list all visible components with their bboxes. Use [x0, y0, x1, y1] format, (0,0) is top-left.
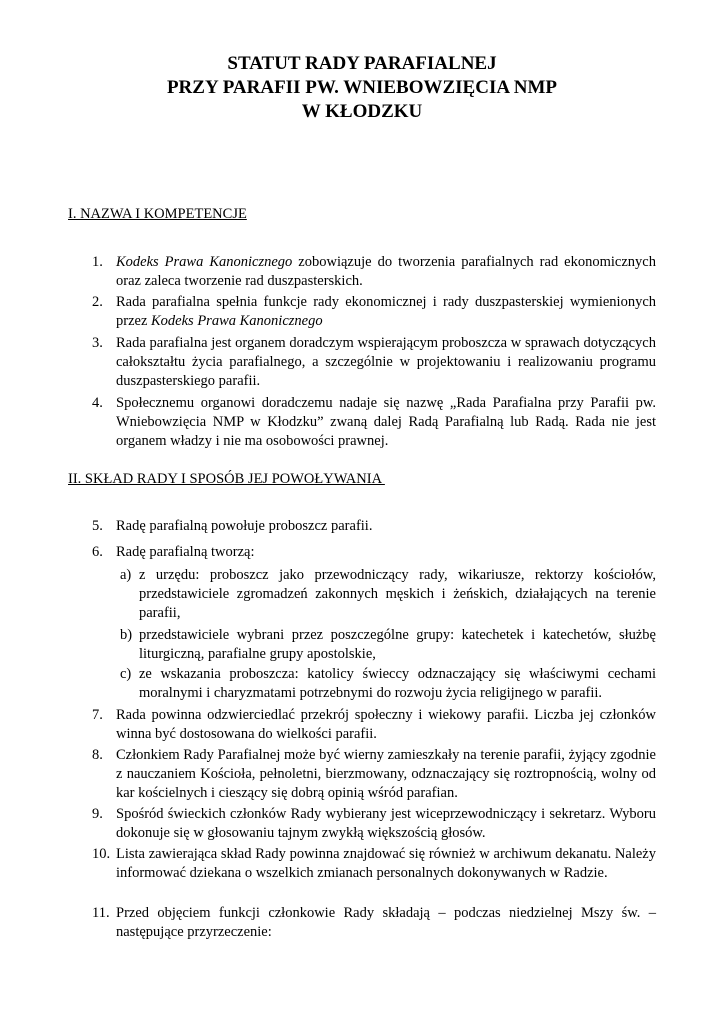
sub-item-a	[120, 566, 656, 623]
item-text-italic: Kodeks Prawa Kanonicznego	[151, 313, 323, 329]
item-number: 8.	[92, 747, 103, 763]
list-item-5	[92, 517, 656, 536]
item-text-body: zobowiązuje do tworzenia parafialnych rad ekonomicznych oraz zaleca tworzenie rad duszpasterskich.	[116, 254, 656, 289]
sub-item-text: ze wskazania proboszcza: katolicy świeccy odznaczający się właściwymi cechami moralnymi i charyzmatami potrzebnymi do rozwoju życia religijnego w parafii.	[139, 666, 656, 701]
sub-item-label: a)	[120, 567, 132, 583]
sub-item-c	[120, 665, 656, 703]
item-text-body: Rada parafialna spełnia funkcje rady ekonomicznej i rady duszpasterskiej wymienionych przez	[116, 294, 656, 329]
item-text: Radę parafialną tworzą:	[116, 544, 255, 560]
item-number: 2.	[92, 294, 103, 310]
item-text-italic: Kodeks Prawa Kanonicznego	[116, 254, 293, 270]
item-number: 10.	[92, 846, 111, 862]
sub-item-b	[120, 626, 656, 664]
item-number: 7.	[92, 707, 103, 723]
item-text: Lista zawierająca skład Rady powinna znajdować się również w archiwum dekanatu. Należy informować dziekana o wszelkich zmianach personalnych dokonywanych w Radzie.	[116, 846, 656, 881]
section-heading-2: II. SKŁAD RADY I SPOSÓB JEJ POWOŁYWANIA	[68, 471, 385, 487]
list-item-7	[92, 706, 656, 744]
sub-item-label: c)	[120, 666, 132, 682]
item-text	[116, 293, 656, 331]
item-text: Rada powinna odzwierciedlać przekrój społeczny i wiekowy parafii. Liczba jej członków winna być dostosowana do wielkości parafii.	[116, 707, 656, 742]
item-number: 9.	[92, 806, 103, 822]
item-number: 3.	[92, 335, 103, 351]
title-line-1: STATUT RADY PARAFIALNEJ	[227, 53, 497, 74]
item-text: Spośród świeckich członków Rady wybierany jest wiceprzewodniczący i sekretarz. Wyboru dokonuje się w głosowaniu tajnym zwykłą większością głosów.	[116, 806, 656, 841]
sub-item-text: z urzędu: proboszcz jako przewodniczący rady, wikariusze, rektorzy kościołów, przedstawiciele zgromadzeń zakonnych męskich i żeńskich, działających na terenie parafii,	[139, 567, 656, 621]
item-text: Rada parafialna jest organem doradczym wspierającym proboszcza w sprawach dotyczących całokształtu życia parafialnego, a szczególnie w projektowaniu i realizowaniu programu duszpasterskiego parafii.	[116, 335, 656, 389]
list-item-6	[92, 543, 656, 562]
section-heading-1: I. NAZWA I KOMPETENCJE	[68, 206, 247, 222]
item-text: Członkiem Rady Parafialnej może być wierny zamieszkały na terenie parafii, żyjący zgodnie z nauczaniem Kościoła, pełnoletni, bierzmowany, odznaczający się roztropnością, wolny od kar kościelnych i cieszący się dobrą opinią wśród parafian.	[116, 747, 656, 801]
list-item-11	[92, 904, 656, 942]
item-number: 6.	[92, 544, 103, 560]
item-number: 5.	[92, 518, 103, 534]
item-text: Radę parafialną powołuje proboszcz parafii.	[116, 518, 373, 534]
title-line-2: PRZY PARAFII PW. WNIEBOWZIĘCIA NMP	[166, 77, 558, 98]
document-title	[0, 52, 724, 124]
title-line-3: W KŁODZKU	[301, 101, 423, 122]
list-item-3	[92, 334, 656, 391]
item-number: 11.	[92, 905, 110, 921]
list-item-1	[92, 253, 656, 291]
list-item-8	[92, 746, 656, 803]
list-item-4	[92, 394, 656, 451]
item-text	[116, 253, 656, 291]
item-text: Przed objęciem funkcji członkowie Rady składają – podczas niedzielnej Mszy św. – następujące przyrzeczenie:	[116, 905, 656, 940]
sub-item-label: b)	[120, 627, 133, 643]
item-number: 4.	[92, 395, 103, 411]
sub-item-text: przedstawiciele wybrani przez poszczególne grupy: katechetek i katechetów, służbę liturgiczną, parafialne grupy apostolskie,	[139, 627, 656, 662]
item-number: 1.	[92, 254, 103, 270]
item-text: Społecznemu organowi doradczemu nadaje się nazwę „Rada Parafialna przy Parafii pw. Wniebowzięcia NMP w Kłodzku” zwaną dalej Radą Parafialną lub Radą. Rada nie jest organem władzy i nie ma osobowości prawnej.	[116, 395, 656, 449]
list-item-9	[92, 805, 656, 843]
list-item-2	[92, 293, 656, 331]
list-item-10	[92, 845, 656, 883]
